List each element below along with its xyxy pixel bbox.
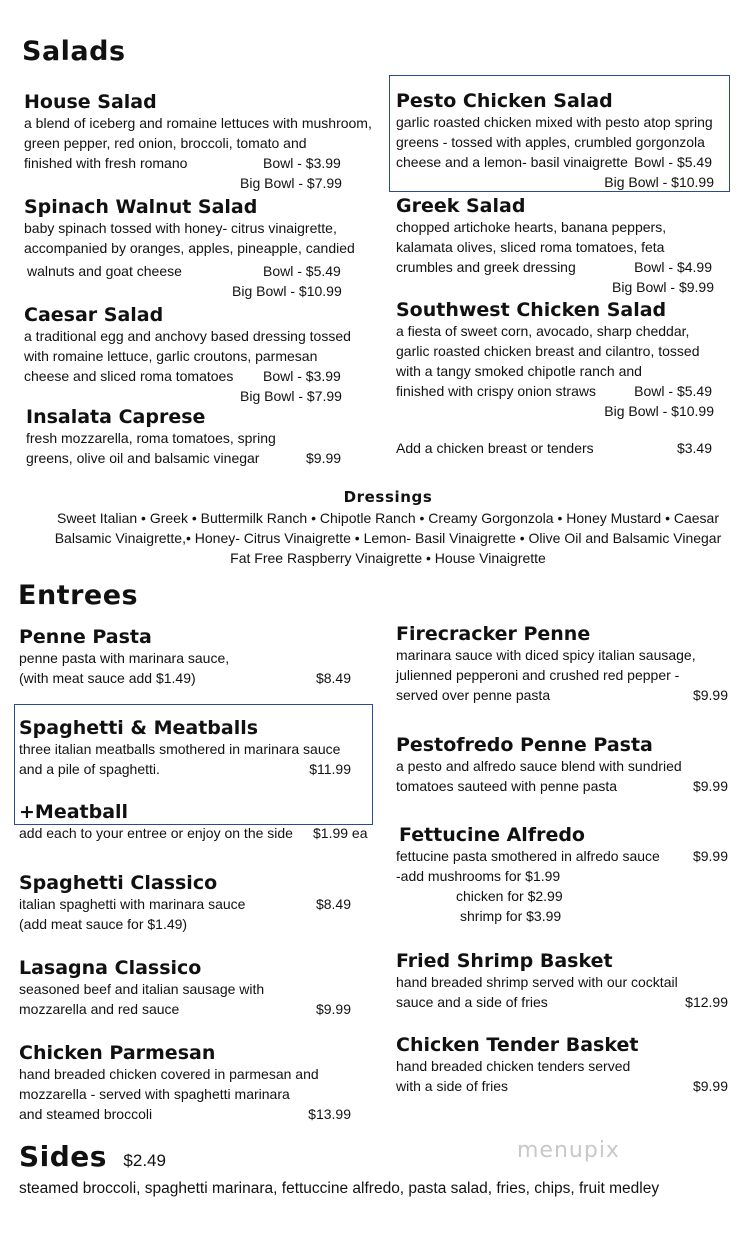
item-desc: cheese and a lemon- basil vinaigrette bbox=[396, 154, 628, 170]
item-price: $12.99 bbox=[685, 994, 728, 1010]
item-title: Fettucine Alfredo bbox=[399, 824, 585, 846]
item-price: $8.49 bbox=[315, 670, 351, 686]
addon-text: Add a chicken breast or tenders bbox=[396, 440, 594, 456]
big-bowl-price: Big Bowl - $7.99 bbox=[240, 175, 342, 191]
sides-price: $2.49 bbox=[123, 1151, 166, 1170]
dressings-line: Sweet Italian • Greek • Buttermilk Ranch • Chipotle Ranch • Creamy Gorgonzola • Honey Mustard • Caesar bbox=[56, 510, 720, 526]
item-price: $9.99 bbox=[692, 848, 728, 864]
item-desc: shrimp for $3.99 bbox=[460, 908, 562, 924]
dressings-line: Balsamic Vinaigrette,• Honey- Citrus Vinaigrette • Lemon- Basil Vinaigrette • Olive Oil and Balsamic Vinegar bbox=[54, 530, 722, 546]
penne-pasta bbox=[19, 626, 353, 688]
item-desc: hand breaded chicken tenders served bbox=[396, 1058, 631, 1074]
southwest-chicken-salad bbox=[396, 299, 714, 421]
sides-header bbox=[19, 1140, 166, 1173]
sides-heading: Sides bbox=[19, 1140, 107, 1173]
item-title: Greek Salad bbox=[396, 195, 526, 217]
bowl-price: Bowl - $5.49 bbox=[263, 263, 341, 279]
item-desc: and a pile of spaghetti. bbox=[19, 761, 160, 777]
item-title: Pestofredo Penne Pasta bbox=[396, 734, 653, 756]
bowl-price: Bowl - $4.99 bbox=[634, 259, 712, 275]
item-desc: garlic roasted chicken mixed with pesto atop spring bbox=[396, 114, 713, 130]
big-bowl-price: Big Bowl - $10.99 bbox=[604, 174, 714, 190]
item-desc: with a tangy smoked chipotle ranch and bbox=[396, 363, 642, 379]
item-title: Spaghetti Classico bbox=[19, 872, 218, 894]
item-title: Caesar Salad bbox=[24, 304, 164, 326]
salads-heading: Salads bbox=[22, 36, 126, 67]
pesto-chicken-salad bbox=[396, 90, 714, 192]
pestofredo-penne-pasta bbox=[396, 734, 730, 796]
item-price: $9.99 bbox=[692, 1078, 728, 1094]
item-price: $13.99 bbox=[308, 1106, 351, 1122]
sides-list: steamed broccoli, spaghetti marinara, fettuccine alfredo, pasta salad, fries, chips, fruit medley bbox=[19, 1180, 660, 1197]
item-desc: penne pasta with marinara sauce, bbox=[19, 650, 230, 666]
spinach-walnut-salad bbox=[24, 196, 374, 301]
item-price: $9.99 bbox=[315, 1001, 351, 1017]
spaghetti-meatballs bbox=[19, 717, 353, 779]
big-bowl-price: Big Bowl - $10.99 bbox=[232, 283, 342, 299]
item-desc: hand breaded shrimp served with our cocktail bbox=[396, 974, 678, 990]
entrees-heading: Entrees bbox=[18, 580, 139, 611]
item-price: $9.99 bbox=[692, 778, 728, 794]
item-desc: three italian meatballs smothered in marinara sauce bbox=[19, 741, 341, 757]
bowl-price: Bowl - $3.99 bbox=[263, 155, 341, 171]
item-title: Chicken Tender Basket bbox=[396, 1034, 639, 1056]
chicken-parmesan bbox=[19, 1042, 353, 1124]
item-desc: (with meat sauce add $1.49) bbox=[19, 670, 196, 686]
item-title: Pesto Chicken Salad bbox=[396, 90, 613, 112]
fettucine-alfredo bbox=[396, 824, 730, 926]
item-desc: marinara sauce with diced spicy italian sausage, bbox=[396, 647, 696, 663]
item-desc: fresh mozzarella, roma tomatoes, spring bbox=[26, 430, 276, 446]
dressings-section bbox=[0, 487, 750, 568]
item-desc: mozzarella - served with spaghetti marinara bbox=[19, 1086, 290, 1102]
item-desc: walnuts and goat cheese bbox=[27, 263, 182, 279]
item-desc: accompanied by oranges, apples, pineapple, candied bbox=[24, 240, 355, 256]
item-desc: greens - tossed with apples, crumbled gorgonzola bbox=[396, 134, 705, 150]
item-desc: chicken for $2.99 bbox=[456, 888, 563, 904]
item-title: Southwest Chicken Salad bbox=[396, 299, 667, 321]
item-desc: greens, olive oil and balsamic vinegar bbox=[26, 450, 260, 466]
insalata-caprese bbox=[26, 406, 356, 468]
item-desc: with a side of fries bbox=[396, 1078, 509, 1094]
item-desc: baby spinach tossed with honey- citrus vinaigrette, bbox=[24, 220, 337, 236]
caesar-salad bbox=[24, 304, 374, 406]
item-desc: mozzarella and red sauce bbox=[19, 1001, 180, 1017]
item-price: $9.99 bbox=[306, 450, 342, 466]
item-title: Lasagna Classico bbox=[19, 957, 202, 979]
dressings-heading: Dressings bbox=[343, 488, 433, 506]
item-desc: -add mushrooms for $1.99 bbox=[396, 868, 561, 884]
item-desc: add each to your entree or enjoy on the side bbox=[19, 825, 293, 841]
spaghetti-classico bbox=[19, 872, 353, 934]
item-desc: (add meat sauce for $1.49) bbox=[19, 916, 188, 932]
bowl-price: Bowl - $3.99 bbox=[263, 368, 341, 384]
item-desc: garlic roasted chicken breast and cilantro, tossed bbox=[396, 343, 700, 359]
item-title: Spinach Walnut Salad bbox=[24, 196, 258, 218]
item-desc: fettucine pasta smothered in alfredo sauce bbox=[396, 848, 660, 864]
watermark-logo: menupix bbox=[517, 1138, 620, 1163]
item-desc: finished with crispy onion straws bbox=[396, 383, 596, 399]
item-desc: served over penne pasta bbox=[396, 687, 551, 703]
item-title: Spaghetti & Meatballs bbox=[19, 717, 259, 739]
item-desc: a fiesta of sweet corn, avocado, sharp cheddar, bbox=[396, 323, 690, 339]
item-title: +Meatball bbox=[19, 801, 129, 823]
extra-meatball bbox=[19, 801, 373, 843]
chicken-tender-basket bbox=[396, 1034, 730, 1096]
item-title: Fried Shrimp Basket bbox=[396, 950, 613, 972]
item-desc: cheese and sliced roma tomatoes bbox=[24, 368, 234, 384]
item-price: $8.49 bbox=[315, 896, 351, 912]
house-salad bbox=[24, 91, 374, 193]
fried-shrimp-basket bbox=[396, 950, 730, 1012]
item-title: Penne Pasta bbox=[19, 626, 152, 648]
item-desc: green pepper, red onion, broccoli, tomato and bbox=[24, 135, 307, 151]
greek-salad bbox=[396, 195, 714, 297]
item-desc: hand breaded chicken covered in parmesan and bbox=[19, 1066, 319, 1082]
item-desc: crumbles and greek dressing bbox=[396, 259, 576, 275]
item-desc: and steamed broccoli bbox=[19, 1106, 153, 1122]
addon-price: $3.49 bbox=[676, 440, 712, 456]
item-desc: with romaine lettuce, garlic croutons, parmesan bbox=[24, 348, 318, 364]
dressings-line: Fat Free Raspberry Vinaigrette • House Vinaigrette bbox=[230, 550, 546, 566]
item-desc: sauce and a side of fries bbox=[396, 994, 548, 1010]
item-desc: julienned pepperoni and crushed red pepper - bbox=[396, 667, 680, 683]
item-title: Chicken Parmesan bbox=[19, 1042, 216, 1064]
item-price: $9.99 bbox=[692, 687, 728, 703]
big-bowl-price: Big Bowl - $7.99 bbox=[240, 388, 342, 404]
lasagna-classico bbox=[19, 957, 353, 1019]
item-desc: a pesto and alfredo sauce blend with sundried bbox=[396, 758, 682, 774]
bowl-price: Bowl - $5.49 bbox=[634, 154, 712, 170]
item-desc: italian spaghetti with marinara sauce bbox=[19, 896, 246, 912]
big-bowl-price: Big Bowl - $10.99 bbox=[604, 403, 714, 419]
add-chicken-row bbox=[396, 438, 714, 458]
bowl-price: Bowl - $5.49 bbox=[634, 383, 712, 399]
item-title: Firecracker Penne bbox=[396, 623, 591, 645]
item-title: Insalata Caprese bbox=[26, 406, 206, 428]
item-desc: a blend of iceberg and romaine lettuces with mushroom, bbox=[24, 115, 372, 131]
firecracker-penne bbox=[396, 623, 730, 705]
item-price: $1.99 ea bbox=[313, 825, 368, 841]
item-title: House Salad bbox=[24, 91, 157, 113]
item-desc: seasoned beef and italian sausage with bbox=[19, 981, 265, 997]
item-desc: finished with fresh romano bbox=[24, 155, 188, 171]
item-price: $11.99 bbox=[309, 761, 351, 777]
item-desc: a traditional egg and anchovy based dressing tossed bbox=[24, 328, 351, 344]
big-bowl-price: Big Bowl - $9.99 bbox=[612, 279, 714, 295]
item-desc: tomatoes sauteed with penne pasta bbox=[396, 778, 618, 794]
item-desc: chopped artichoke hearts, banana peppers, bbox=[396, 219, 667, 235]
item-desc: kalamata olives, sliced roma tomatoes, feta bbox=[396, 239, 665, 255]
